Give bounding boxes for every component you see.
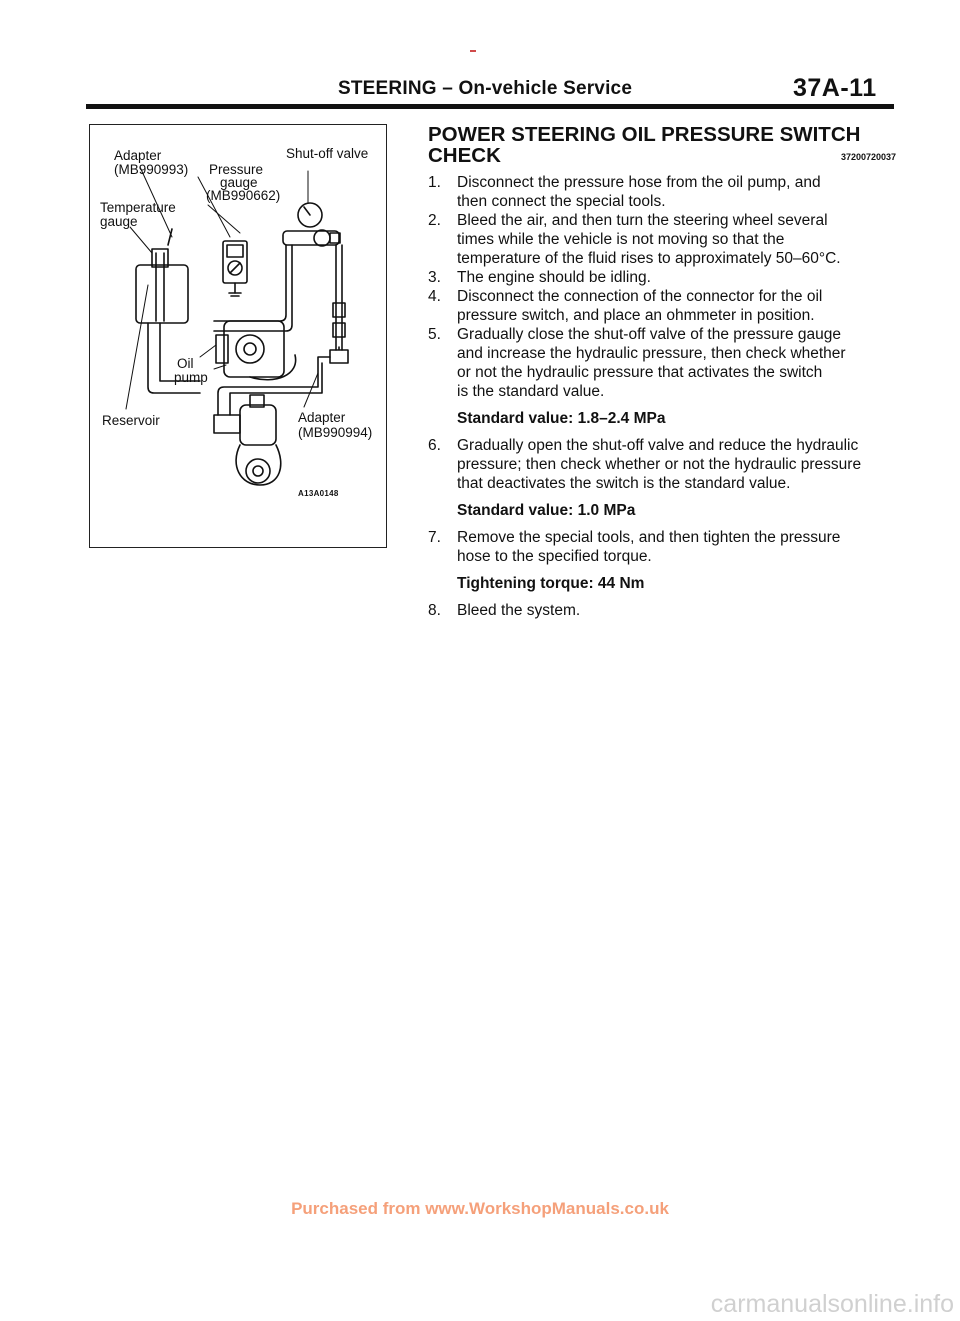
- procedure-section: [428, 124, 896, 620]
- page-number: 37A-11: [793, 74, 877, 102]
- step-1: [428, 173, 896, 211]
- section-title-row: [428, 145, 896, 169]
- step-number: 2.: [428, 212, 441, 229]
- step-text: and increase the hydraulic pressure, then check whether: [457, 345, 846, 362]
- pressure-switch-box: [223, 241, 247, 296]
- label-oil-pump-2: pump: [174, 370, 208, 385]
- step-text: temperature of the fluid rises to approximately 50–60°C.: [457, 250, 841, 267]
- step-text: Bleed the air, and then turn the steering wheel several: [457, 212, 828, 229]
- step-text: times while the vehicle is not moving so that the: [457, 231, 785, 248]
- step-8: [428, 601, 896, 620]
- step-text: then connect the special tools.: [457, 193, 666, 210]
- purchased-footer: Purchased from www.WorkshopManuals.co.uk: [291, 1199, 669, 1218]
- standard-value-1: Standard value: 1.8–2.4 MPa: [457, 410, 666, 427]
- step-number: 1.: [428, 174, 441, 191]
- step-text: that deactivates the switch is the standard value.: [457, 475, 791, 492]
- step-text: or not the hydraulic pressure that activates the switch: [457, 364, 823, 381]
- step-text: Gradually close the shut-off valve of the pressure gauge: [457, 326, 841, 343]
- section-title-line2: CHECK: [428, 144, 501, 167]
- label-adapter-bottom-part: (MB990994): [298, 425, 373, 440]
- step-number: 6.: [428, 437, 441, 454]
- step-text: Remove the special tools, and then tighten the pressure: [457, 529, 841, 546]
- step-text: pressure; then check whether or not the hydraulic pressure: [457, 456, 862, 473]
- step-4: [428, 287, 896, 325]
- label-oil-pump: Oil: [177, 356, 194, 371]
- step-text: The engine should be idling.: [457, 269, 651, 286]
- header-rule: [86, 104, 894, 109]
- label-temperature-gauge-2: gauge: [100, 214, 138, 229]
- step-7: [428, 528, 896, 566]
- tool-setup-figure: [89, 124, 387, 548]
- lower-adapter: [214, 395, 281, 485]
- procedure-steps: [428, 173, 896, 620]
- header-mark: [470, 50, 476, 52]
- step-text: pressure switch, and place an ohmmeter in position.: [457, 307, 815, 324]
- figure-code: A13A0148: [298, 489, 339, 498]
- step-5: [428, 325, 896, 401]
- step-number: 4.: [428, 288, 441, 305]
- step-number: 5.: [428, 326, 441, 343]
- label-adapter-bottom: Adapter: [298, 410, 346, 425]
- tightening-torque: Tightening torque: 44 Nm: [457, 575, 645, 592]
- section-code: 37200720037: [840, 152, 896, 162]
- label-pressure-gauge: Pressure: [209, 162, 264, 177]
- label-adapter-top: Adapter: [114, 148, 162, 163]
- label-shutoff-valve: Shut-off valve: [286, 146, 369, 161]
- step-text: Disconnect the connection of the connector for the oil: [457, 288, 823, 305]
- pressure-gauge-dial: [283, 203, 340, 246]
- step-6: [428, 436, 896, 493]
- step-text: Gradually open the shut-off valve and reduce the hydraulic: [457, 437, 859, 454]
- label-pressure-gauge-2: gauge: [220, 175, 258, 190]
- section-title: POWER STEERING OIL PRESSURE SWITCH: [428, 123, 861, 146]
- step-text: hose to the specified torque.: [457, 548, 652, 565]
- site-watermark: carmanualsonline.info: [710, 1290, 954, 1318]
- step-number: 3.: [428, 269, 441, 286]
- label-pressure-gauge-part: (MB990662): [206, 188, 281, 203]
- page-header-title: STEERING – On-vehicle Service: [338, 78, 633, 99]
- step-number: 7.: [428, 529, 441, 546]
- step-text: is the standard value.: [457, 383, 605, 400]
- step-text: Bleed the system.: [457, 602, 581, 619]
- step-number: 8.: [428, 602, 441, 619]
- label-adapter-top-part: (MB990993): [114, 162, 189, 177]
- standard-value-2: Standard value: 1.0 MPa: [457, 502, 636, 519]
- label-reservoir: Reservoir: [102, 413, 160, 428]
- oil-pump: [216, 321, 296, 380]
- label-temperature-gauge: Temperature: [100, 200, 176, 215]
- step-text: Disconnect the pressure hose from the oil pump, and: [457, 174, 821, 191]
- step-2: [428, 211, 896, 268]
- step-3: [428, 268, 896, 287]
